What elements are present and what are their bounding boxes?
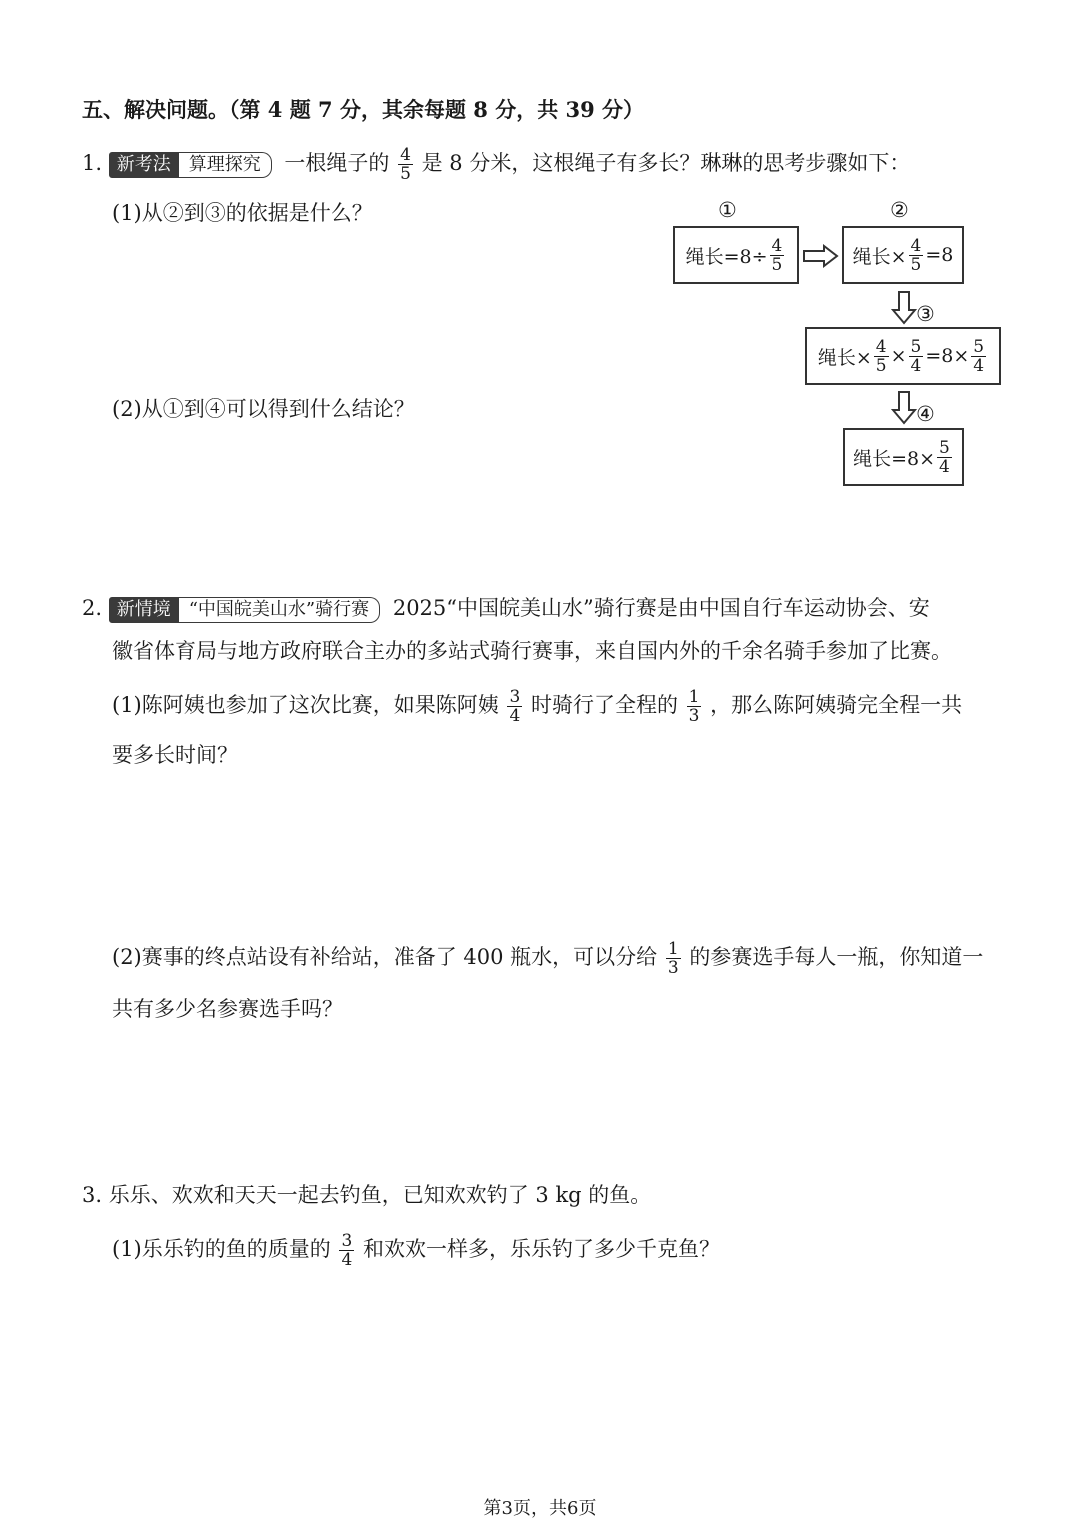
down-arrow-icon [891,290,917,326]
q2-sub-question-1: (1)陈阿姨也参加了这次比赛，如果陈阿姨 $\frac{3}{4}$ 时骑行了全程的 $\frac{1}{3}$ ，那么陈阿姨骑完全程一共 [112,687,963,726]
section-title: 五、解决问题。（第 4 题 7 分，其余每题 8 分，共 39 分） [82,97,645,122]
down-arrow-icon [891,390,917,426]
fraction: $\frac{3}{4}$ [341,1231,353,1270]
right-arrow-icon [802,244,840,268]
question-2 [82,593,930,623]
question-text: 2025“中国皖美山水”骑行赛是由中国自行车运动协会、安 [392,596,930,620]
page-number: 第3页，共6页 [483,1498,597,1519]
question-3 [82,1180,651,1210]
step-box-1: 绳长=8÷ $\frac{4}{5}$ [673,226,799,284]
question-text: 乐乐、欢欢和天天一起去钓鱼，已知欢欢钓了 3 kg 的鱼。 [108,1183,652,1207]
step-box-2: 绳长× $\frac{4}{5}$ =8 [842,226,964,284]
fraction: $\frac{4}{5}$ [400,145,411,184]
question-text: 是 8 分米，这根绳子有多长？琳琳的思考步骤如下： [421,151,911,175]
q1-sub-question-2: (2)从①到④可以得到什么结论？ [112,397,415,421]
q1-sub-question-1: (1)从②到③的依据是什么？ [112,201,373,225]
fraction: $\frac{3}{4}$ [509,687,521,726]
question-tag [109,597,380,623]
question-1 [82,146,910,183]
q2-sub-question-1-cont: 要多长时间？ [112,743,238,767]
q2-sub-question-2: (2)赛事的终点站设有补给站，准备了 400 瓶水，可以分给 $\frac{1}{3}$ 的参赛选手每人一瓶，你知道一 [112,939,984,978]
step-label-4: ④ [916,402,935,426]
step-label-2: ② [890,198,909,222]
question-text: 徽省体育局与地方政府联合主办的多站式骑行赛事，来自国内外的千余名骑手参加了比赛。 [112,639,952,663]
question-number: 3. [82,1183,103,1207]
tag-new-method: 新考法 [109,152,179,178]
fraction: $\frac{1}{3}$ [688,687,700,726]
question-text: 一根绳子的 [284,151,390,175]
tag-cycling-race: “中国皖美山水”骑行赛 [179,597,380,623]
question-number: 1. [82,151,103,175]
question-number: 2. [82,596,103,620]
tag-arithmetic-explore: 算理探究 [179,152,272,178]
q2-sub-question-2-cont: 共有多少名参赛选手吗？ [112,997,343,1021]
fraction: $\frac{1}{3}$ [667,939,679,978]
q3-sub-question-1: (1)乐乐钓的鱼的质量的 $\frac{3}{4}$ 和欢欢一样多，乐乐钓了多少千克鱼？ [112,1231,720,1270]
tag-new-context: 新情境 [109,597,179,623]
step-box-4: 绳长=8× $\frac{5}{4}$ [843,428,964,486]
step-label-1: ① [718,198,737,222]
question-tag [109,152,272,178]
step-box-3: 绳长× $\frac{4}{5}$ × $\frac{5}{4}$ =8× $\frac{5}{4}$ [805,327,1001,385]
step-label-3: ③ [916,302,935,326]
